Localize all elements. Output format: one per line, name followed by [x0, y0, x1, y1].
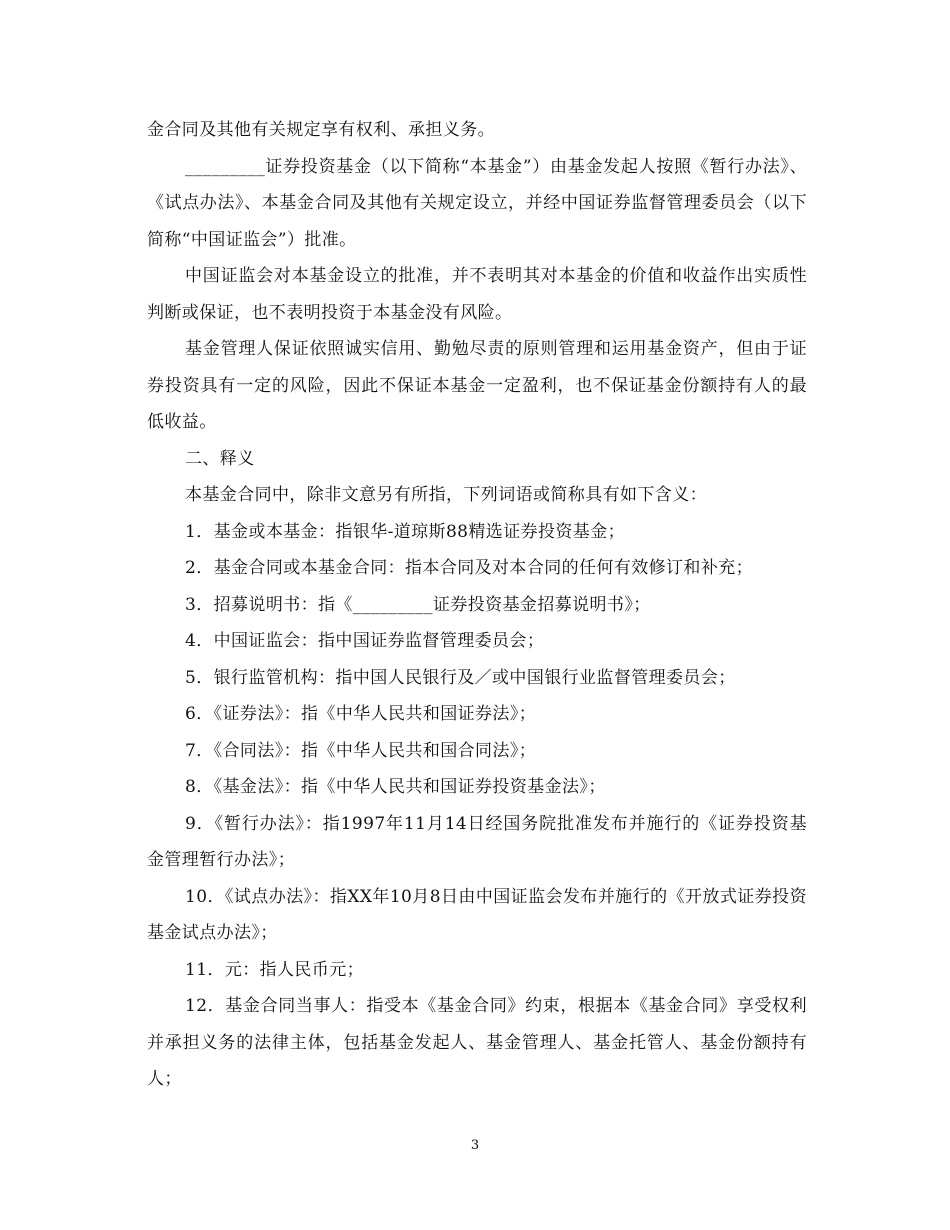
definition-item: 3．招募说明书：指《_________证券投资基金招募说明书》；	[185, 594, 651, 615]
page-number: 3	[470, 1138, 480, 1153]
definition-item: 1．基金或本基金：指银华-道琼斯88精选证券投资基金；	[185, 521, 625, 542]
definition-item: 5．银行监管机构：指中国人民银行及／或中国银行业监督管理委员会；	[185, 667, 736, 688]
definition-item: 7．《合同法》：指《中华人民共和国合同法》；	[185, 740, 537, 761]
paragraph-definitions-intro: 本基金合同中，除非文意另有所指，下列词语或简称具有如下含义：	[185, 485, 707, 505]
paragraph-csrc-approval: 中国证监会对本基金设立的批准，并不表明其对本基金的价值和收益作出实质性判断或保证，也不表明投资于本基金没有风险。	[147, 266, 807, 323]
section-heading-definitions: 二、释义	[185, 448, 255, 469]
definition-item: 9．《暂行办法》：指1997年11月14日经国务院批准发布并施行的《证券投资基金管理暂行办法》；	[147, 813, 807, 870]
definition-item: 12．基金合同当事人：指受本《基金合同》约束，根据本《基金合同》享受权利并承担义务的法律主体，包括基金发起人、基金管理人、基金托管人、基金份额持有人；	[147, 996, 807, 1089]
definition-item: 11．元：指人民币元；	[185, 959, 365, 980]
definition-item: 8．《基金法》：指《中华人民共和国证券投资基金法》；	[185, 777, 606, 797]
definition-item: 2．基金合同或本基金合同：指本合同及对本合同的任何有效修订和补充；	[185, 558, 754, 578]
definition-item: 4．中国证监会：指中国证券监督管理委员会；	[185, 631, 545, 651]
definition-item: 6．《证券法》：指《中华人民共和国证券法》；	[185, 704, 537, 724]
paragraph-fund-establishment: _________证券投资基金（以下简称“本基金”）由基金发起人按照《暂行办法》、《试点办法》、本基金合同及其他有关规定设立，并经中国证券监督管理委员会（以下简称“中国证监会”）批准。	[147, 156, 807, 250]
document-body	[147, 112, 807, 1098]
definition-item: 10．《试点办法》：指XX年10月8日由中国证监会发布并施行的《开放式证券投资基金试点办法》；	[147, 886, 807, 943]
paragraph-manager-guarantee: 基金管理人保证依照诚实信用、勤勉尽责的原则管理和运用基金资产，但由于证券投资具有一定的风险，因此不保证本基金一定盈利，也不保证基金份额持有人的最低收益。	[147, 339, 807, 432]
paragraph-continuation: 金合同及其他有关规定享有权利、承担义务。	[147, 120, 495, 140]
